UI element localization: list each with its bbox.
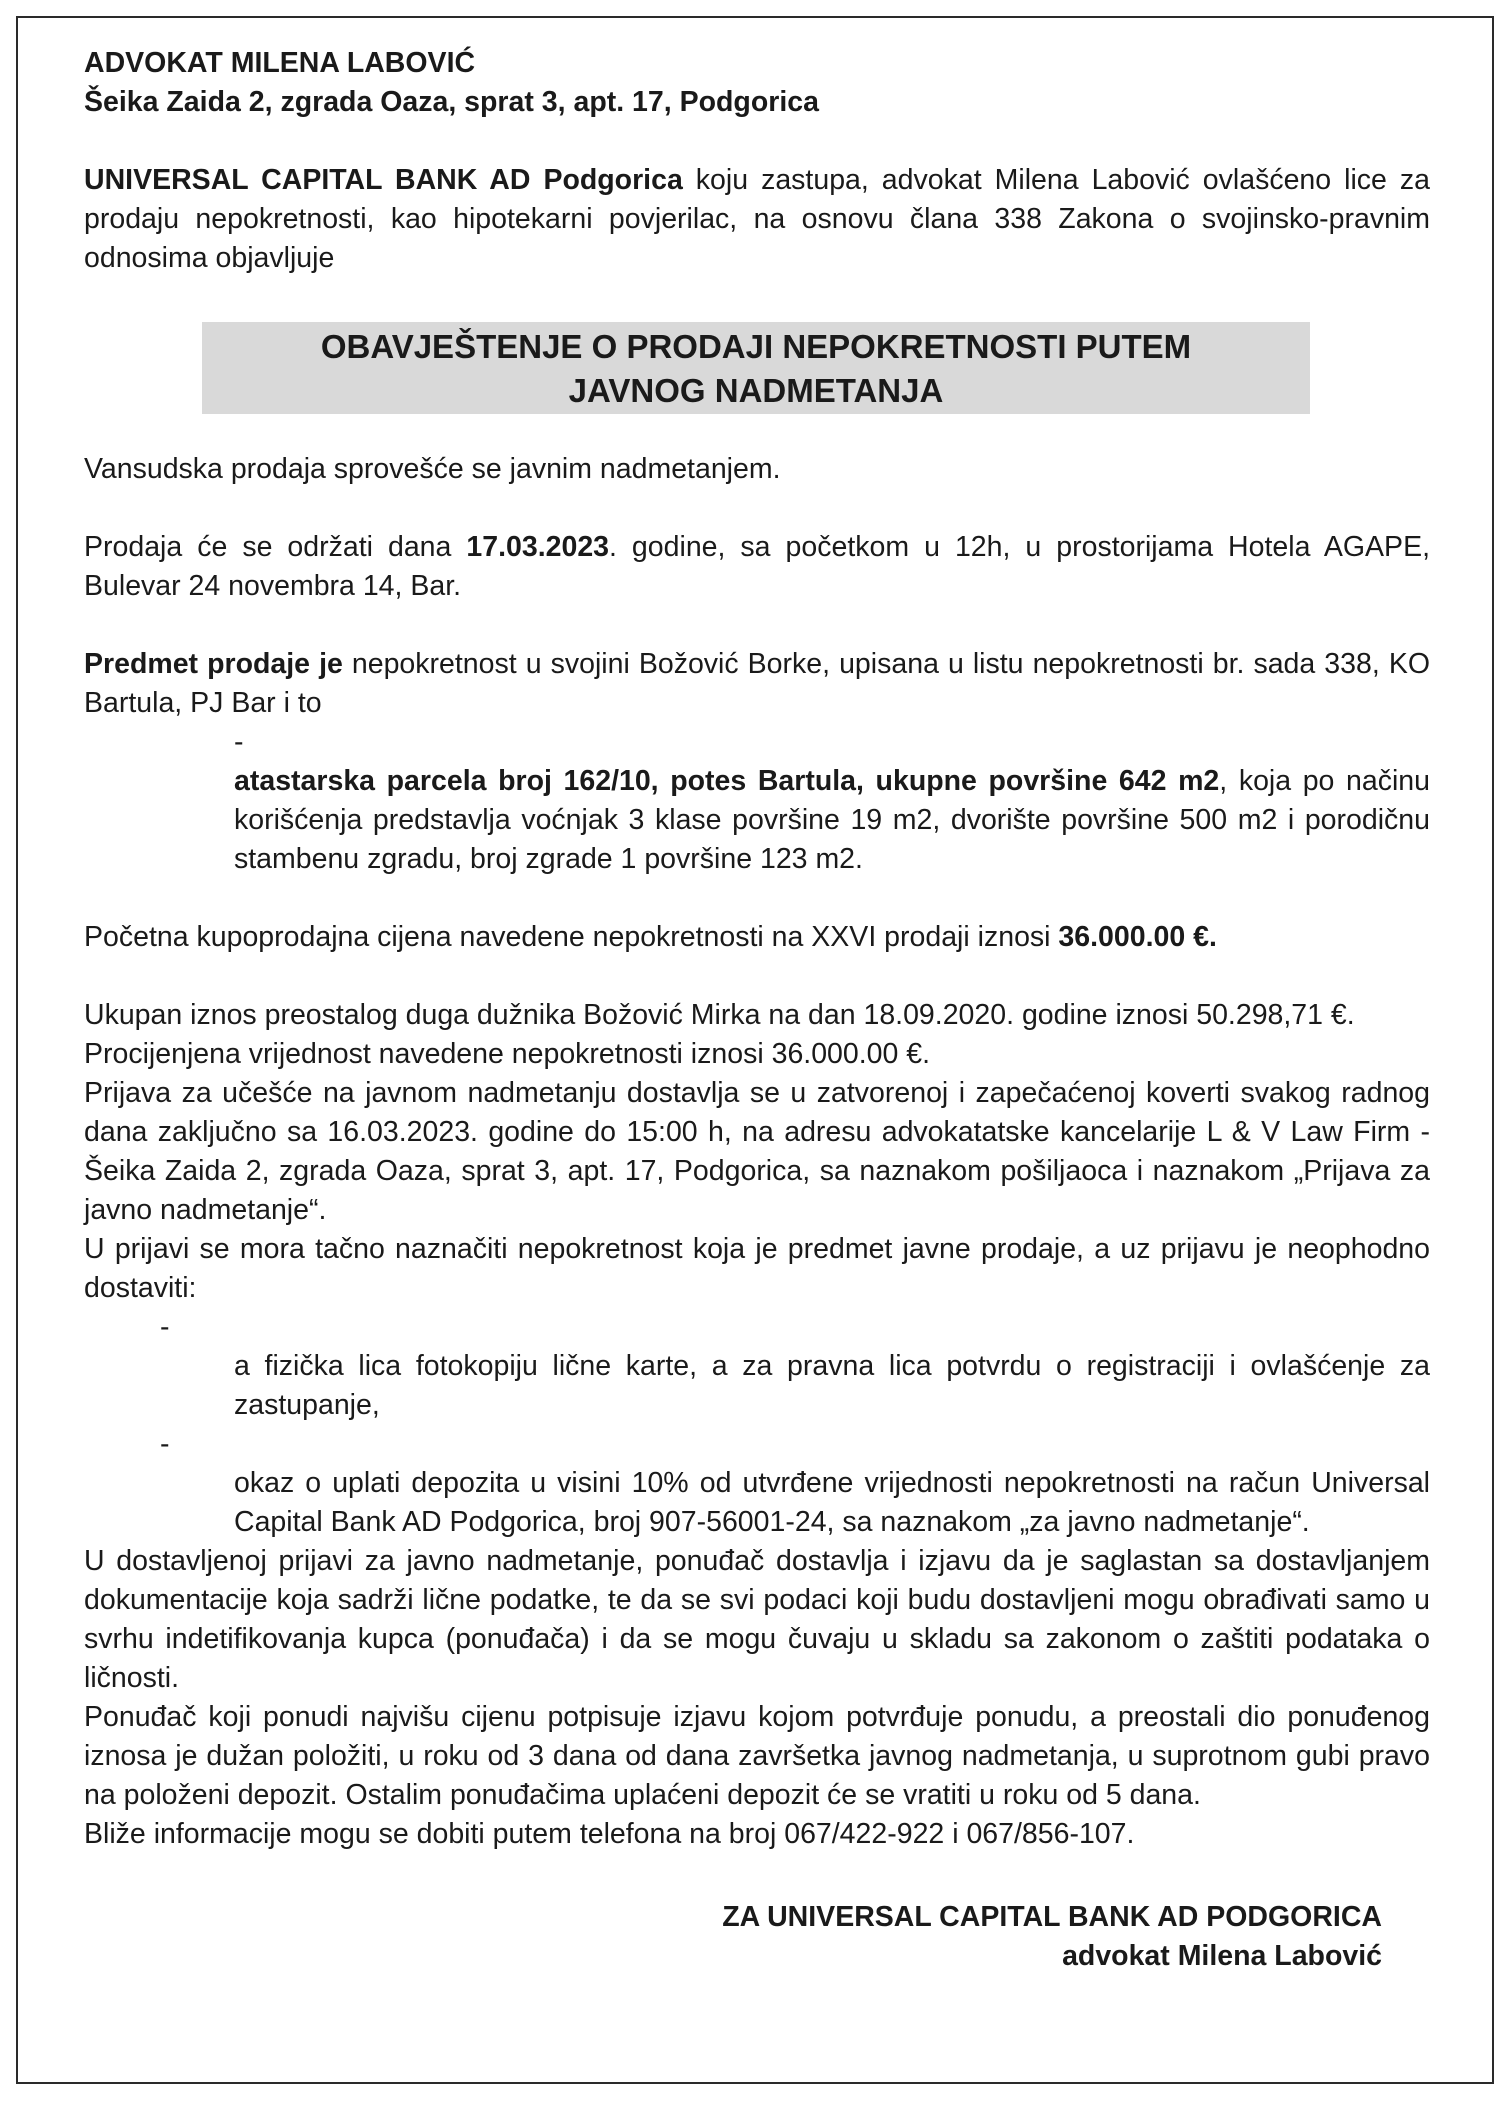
paragraph-sale-date: Prodaja će se održati dana 17.03.2023. godine, sa početkom u 12h, u prostorijama Hotela AGAPE, Bulevar 24 novembra 14, Bar.	[84, 531, 1430, 602]
notice-title: OBAVJEŠTENJE O PRODAJI NEPOKRETNOSTI PUTEM JAVNOG NADMETANJA	[202, 322, 1310, 414]
intro-paragraph: UNIVERSAL CAPITAL BANK AD Podgorica koju zastupa, advokat Milena Labović ovlašćeno lice za prodaju nepokretnosti, kao hipotekarni povjerilac, na osnovu člana 338 Zakona o svojinsko-pravnim odnosima objavljuje	[84, 164, 1430, 274]
signature-lawyer: advokat Milena Labović	[1062, 1940, 1382, 1972]
paragraph-debt: Ukupan iznos preostalog duga dužnika Božović Mirka na dan 18.09.2020. godine iznosi 50.298,71 €.	[84, 999, 1355, 1031]
document	[84, 44, 1430, 1976]
list-dash: -	[234, 726, 244, 758]
requirement-item: a fizička lica fotokopiju lične karte, a za pravna lica potvrdu o registraciji i ovlašćenje za zastupanje,	[234, 1350, 1430, 1421]
paragraph-contact: Bliže informacije mogu se dobiti putem telefona na broj 067/422-922 i 067/856-107.	[84, 1818, 1135, 1850]
paragraph-price: Početna kupoprodajna cijena navedene nepokretnosti na XXVI prodaji iznosi 36.000.00 €.	[84, 921, 1217, 953]
lawyer-address: Šeika Zaida 2, zgrada Oaza, sprat 3, apt. 17, Podgorica	[84, 86, 819, 118]
property-item: atastarska parcela broj 162/10, potes Bartula, ukupne površine 642 m2, koja po načinu korišćenja predstavlja voćnjak 3 klase površine 19 m2, dvorište površine 500 m2 i porodičnu stambenu zgradu, broj zgrade 1 površine 123 m2.	[234, 765, 1431, 875]
paragraph-sale-method: Vansudska prodaja sprovešće se javnim nadmetanjem.	[84, 453, 781, 485]
requirement-item: okaz o uplati depozita u visini 10% od utvrđene vrijednosti nepokretnosti na račun Universal Capital Bank AD Podgorica, broj 907-56001-24, sa naznakom „za javno nadmetanje“.	[234, 1467, 1430, 1538]
signature-bank: ZA UNIVERSAL CAPITAL BANK AD PODGORICA	[722, 1901, 1382, 1933]
paragraph-requirements: U prijavi se mora tačno naznačiti nepokretnost koja je predmet javne prodaje, a uz prijavu je neophodno dostaviti:	[84, 1233, 1430, 1304]
sale-date: 17.03.2023	[466, 531, 610, 563]
paragraph-valuation: Procijenjena vrijednost navedene nepokretnosti iznosi 36.000.00 €.	[84, 1038, 931, 1070]
list-dash: -	[160, 1428, 170, 1460]
list-dash: -	[160, 1311, 170, 1343]
lawyer-name: ADVOKAT MILENA LABOVIĆ	[84, 47, 476, 79]
paragraph-subject: Predmet prodaje je nepokretnost u svojini Božović Borke, upisana u listu nepokretnosti br. sada 338, KO Bartula, PJ Bar i to	[84, 648, 1430, 719]
paragraph-winner-terms: Ponuđač koji ponudi najvišu cijenu potpisuje izjavu kojom potvrđuje ponudu, a preostali dio ponuđenog iznosa je dužan položiti, u roku od 3 dana od dana završetka javnog nadmetanja, u suprotnom gubi pravo na položeni depozit. Ostalim ponuđačima uplaćeni depozit će se vratiti u roku od 5 dana.	[84, 1701, 1430, 1811]
signature-block	[84, 1898, 1430, 1976]
paragraph-application: Prijava za učešće na javnom nadmetanju dostavlja se u zatvorenoj i zapečaćenoj koverti svakog radnog dana zaključno sa 16.03.2023. godine do 15:00 h, na adresu advokatatske kancelarije L & V Law Firm - Šeika Zaida 2, zgrada Oaza, sprat 3, apt. 17, Podgorica, sa naznakom pošiljaoca i naznakom „Prijava za javno nadmetanje“.	[84, 1077, 1430, 1226]
paragraph-data-consent: U dostavljenoj prijavi za javno nadmetanje, ponuđač dostavlja i izjavu da je saglastan sa dostavljanjem dokumentacije koja sadrži lične podatke, te da se svi podaci koji budu dostavljeni mogu obrađivati samo u svrhu indetifikovanja kupca (ponuđača) i da se mogu čuvaju u skladu sa zakonom o zaštiti podataka o ličnosti.	[84, 1545, 1430, 1694]
bank-name: UNIVERSAL CAPITAL BANK AD Podgorica	[84, 164, 683, 196]
starting-price: 36.000.00 €.	[1058, 921, 1217, 953]
